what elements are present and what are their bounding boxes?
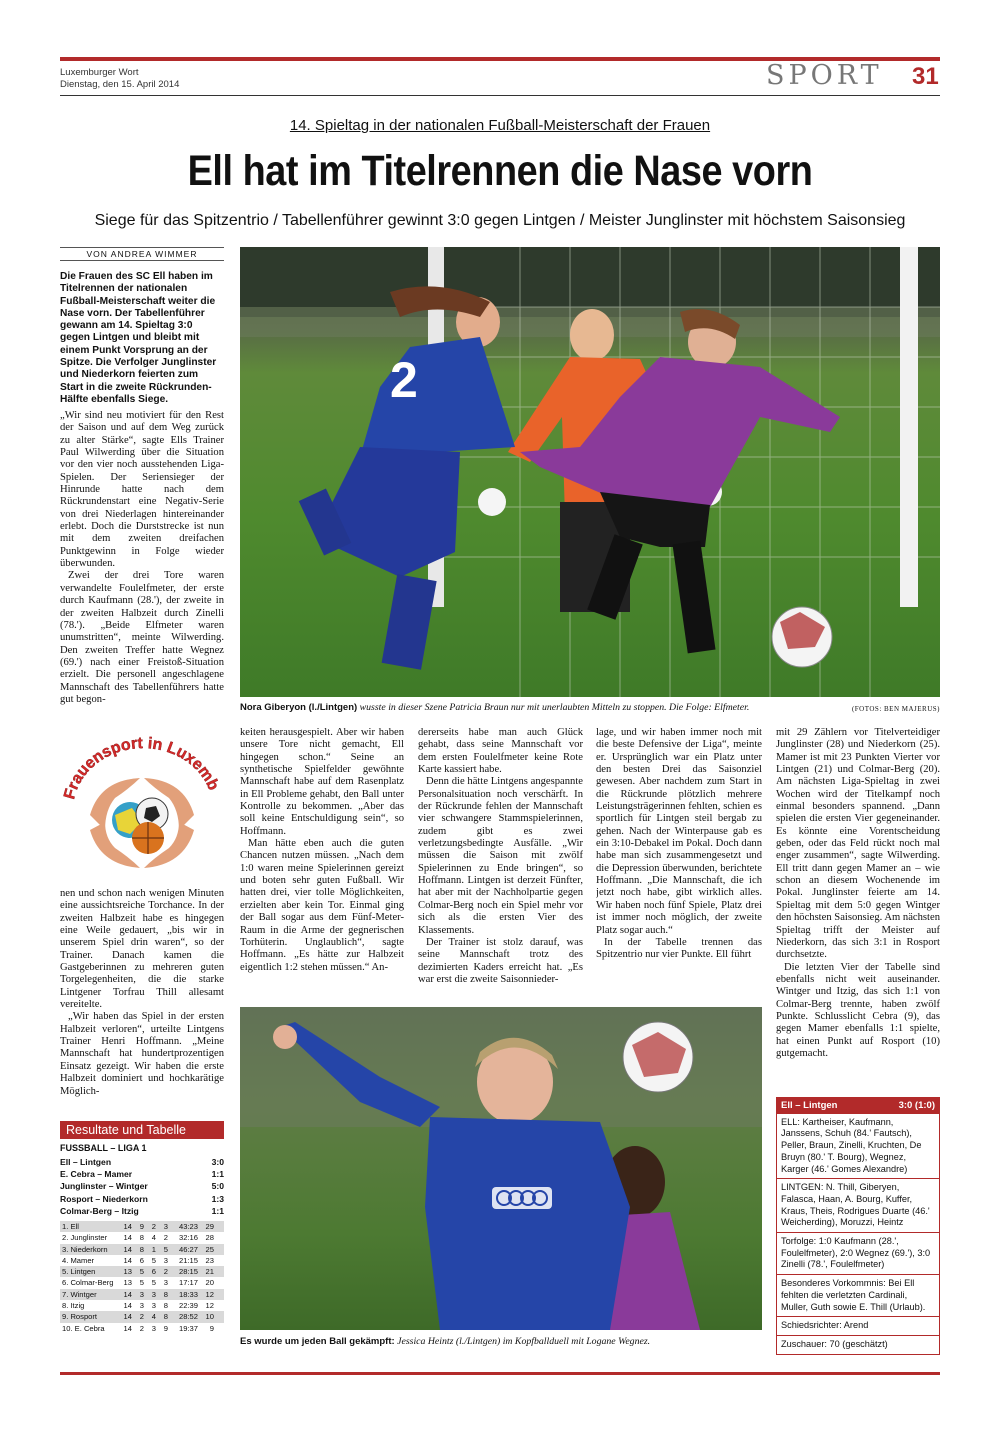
standings-cell: 13	[123, 1278, 132, 1288]
standings-cell: 3	[163, 1221, 168, 1231]
standings-cell: 1	[151, 1244, 156, 1254]
standings-cell: 3	[163, 1255, 168, 1265]
standings-cell: 4	[151, 1312, 156, 1322]
header-divider	[60, 95, 940, 96]
standings-cell: 21	[205, 1267, 214, 1277]
standings-cell: 6. Colmar-Berg	[62, 1278, 114, 1288]
standings-row	[60, 1289, 224, 1300]
standings-row	[60, 1232, 224, 1243]
match-photo-penalty	[240, 247, 940, 697]
goals: Torfolge: 1:0 Kaufmann (28.', Foulelfmeter), 2:0 Wegnez (69.'), 3:0 Zinelli (78.', Foulelfmeter)	[777, 1233, 939, 1275]
standings-row	[60, 1266, 224, 1277]
referee: Schiedsrichter: Arend	[777, 1317, 939, 1336]
lineup-ell: ELL: Kartheiser, Kaufmann, Janssens, Schuh (84.' Fautsch), Peller, Braun, Zinelli, Kruchten, De Bruyn (80.' T. Bourg), Wegnez, Karger (46.' Gomes Alexandre)	[777, 1114, 939, 1180]
logo-graphic	[60, 730, 224, 880]
standings-cell: 8. Itzig	[62, 1301, 85, 1311]
standings-cell: 3	[163, 1278, 168, 1288]
standings-cell: 3	[139, 1289, 144, 1299]
standings-cell: 3	[151, 1323, 156, 1333]
standings-cell: 13	[123, 1267, 132, 1277]
paragraph: Man hätte eben auch die guten Chancen nutzen müssen. „Nach dem 1:0 waren meine Spielerinnen gereizt und boten sehr guten Fußball. Wir hatten drei, vier tolle Möglichkeiten, erzielten aber kein Tor. Einmal ging der Ball sogar aus dem Fünf-Meter-Raum in die Arme der gegnerischen Torhüterin. Unglaublich“, sagte Hoffmann. „Es hätte zur Halbzeit eigentlich 1:2 stehen müssen.“ An-	[240, 838, 404, 973]
bottom-rule	[60, 1372, 940, 1375]
standings-cell: 12	[205, 1301, 214, 1311]
paragraph: Die letzten Vier der Tabelle sind ebenfalls nicht weit auseinander. Wintger und Itzig, das sich 1:1 von Colmar-Berg trennte, haben zwölf Punkte. Schlusslicht Cebra (9), das gegen Mamer ebenfalls 1:1 spielte, hat einen Punkt auf Rosport (10) gutgemacht.	[776, 961, 940, 1059]
caption-lead: Es wurde um jeden Ball gekämpft:	[240, 1336, 395, 1347]
standings-cell: 14	[123, 1244, 132, 1254]
standings-row	[60, 1300, 224, 1311]
match-result: E. Cebra – Mamer 1:1	[60, 1169, 224, 1180]
photo-illustration	[240, 1007, 762, 1330]
column-5	[776, 727, 940, 1083]
standings-row	[60, 1244, 224, 1255]
masthead	[60, 67, 179, 91]
match-title: Ell – Lintgen	[781, 1100, 838, 1111]
subheadline: Siege für das Spitzentrio / Tabellenführer gewinnt 3:0 gegen Lintgen / Meister Junglinster mit höchstem Saisonsieg	[94, 212, 906, 229]
standings-cell: 8	[163, 1289, 168, 1299]
league-name: FUSSBALL – LIGA 1	[60, 1143, 147, 1153]
standings-cell: 43:23	[178, 1221, 198, 1231]
standings-row	[60, 1323, 224, 1334]
standings-cell: 2. Junglinster	[62, 1233, 108, 1243]
byline: VON ANDREA WIMMER	[60, 247, 224, 261]
incidents: Besonderes Vorkommnis: Bei Ell fehlten die verletzten Cardinali, Muller, Guth sowie E. Thill (Urlaub).	[777, 1275, 939, 1317]
caption-lead: Nora Giberyon (l./Lintgen)	[240, 702, 358, 713]
standings-cell: 5. Lintgen	[62, 1267, 96, 1277]
match-info-header	[777, 1098, 939, 1114]
paragraph: lage, und wir haben immer noch mit die beste Defensive der Liga“, meinte er. Ursprünglich war ein Platz unter den besten Drei das Saisonziel gewesen. Aber nachdem zum Start in die Rückrunde plötzlich mehrere Leistungsträgerinnen fehlten, schien es sportlich für Lintgen steil bergab zu gehen. Nach der Winterpause gab es ein 3:10-Debakel im Pokal. Doch dann habe man sich zusammengesetzt und die Depression überwunden, berichtete Hoffmann. „Die Mannschaft, die ich jetzt noch habe, gibt wirklich alles. Wir haben noch fünf Spiele, Platz drei ist immer noch möglich, der zweite Platz sogar auch.“	[596, 727, 762, 936]
standings-cell: 5	[139, 1278, 144, 1288]
photo-2-caption	[240, 1336, 762, 1348]
standings-cell: 10	[205, 1312, 214, 1322]
standings-cell: 8	[139, 1244, 144, 1254]
match-result: Junglinster – Wintger 5:0	[60, 1181, 224, 1192]
svg-text:2: 2	[390, 352, 418, 408]
standings-cell: 2	[151, 1221, 156, 1231]
photo-credit: (FOTOS: BEN MAJERUS)	[851, 705, 940, 713]
standings-cell: 8	[163, 1301, 168, 1311]
standings-cell: 2	[139, 1323, 144, 1333]
lineup-lintgen: LINTGEN: N. Thill, Giberyen, Falasca, Haan, A. Bourg, Kuffer, Kraus, Theis, Rodrigues Duarte (46.' Weicherding), Moruzzi, Heintz	[777, 1179, 939, 1233]
standings-cell: 25	[205, 1244, 214, 1254]
photo-illustration	[240, 247, 940, 697]
standings-row	[60, 1311, 224, 1322]
caption-text: Jessica Heintz (l./Lintgen) im Kopfballduell mit Logane Wegnez.	[394, 1336, 651, 1347]
logo-text: Frauensport in Luxemb	[61, 735, 222, 802]
paragraph: „Wir haben das Spiel in der ersten Halbzeit verloren“, urteilte Lintgens Trainer Henri Hoffmann. „Meine Mannschaft hat hundertprozentigen Einsatz gezeigt. Wir haben die erste Halbzeit dominiert und hochkarätige Möglich-	[60, 1011, 224, 1097]
frauensport-logo	[60, 730, 224, 880]
match-result: Ell – Lintgen 3:0	[60, 1157, 224, 1167]
issue-date: Dienstag, den 15. April 2014	[60, 79, 180, 90]
standings-cell: 3. Niederkorn	[62, 1244, 108, 1254]
paragraph: Der Trainer ist stolz darauf, was seine Mannschaft trotz des dezimierten Kaders erreicht hat. „Es war erst die zweite Saisonnieder-	[418, 936, 583, 985]
standings-cell: 3	[151, 1289, 156, 1299]
standings-cell: 9	[163, 1323, 168, 1333]
section-name: SPORT	[766, 60, 883, 91]
standings-cell: 19:37	[178, 1323, 198, 1333]
standings-cell: 18:33	[178, 1289, 198, 1299]
standings-cell: 14	[123, 1323, 132, 1333]
standings-cell: 9	[209, 1323, 214, 1333]
standings-cell: 6	[139, 1255, 144, 1265]
standings-cell: 14	[123, 1255, 132, 1265]
standings-cell: 3	[151, 1301, 156, 1311]
standings-row	[60, 1277, 224, 1288]
paragraph: nen und schon nach wenigen Minuten eine aussichtsreiche Torchance. In der zweiten Halbzeit habe es hingegen eine Weile gedauert, „bis wir in unserem Spiel drin waren“, so der Trainer. Danach kamen die Gastgeberinnen zu mehreren guten Torgelegenheiten, die die starke Lintgener Torfrau Thill allesamt vereitelte.	[60, 888, 224, 1011]
standings-cell: 9. Rosport	[62, 1312, 98, 1322]
standings-cell: 14	[123, 1233, 132, 1243]
standings-cell: 14	[123, 1221, 132, 1231]
column-2	[240, 727, 404, 1002]
standings-cell: 8	[139, 1233, 144, 1243]
standings-cell: 5	[163, 1244, 168, 1254]
paragraph: In der Tabelle trennen das Spitzentrio nur vier Punkte. Ell führt	[596, 936, 762, 961]
column-1-bottom	[60, 888, 224, 1113]
match-info-box	[776, 1097, 940, 1355]
standings-cell: 2	[163, 1233, 168, 1243]
attendance: Zuschauer: 70 (geschätzt)	[781, 1338, 888, 1349]
column-4	[596, 727, 762, 1002]
standings-cell: 3	[139, 1301, 144, 1311]
standings-cell: 1. Ell	[62, 1221, 79, 1231]
paragraph: dererseits habe man auch Glück gehabt, dass seine Mannschaft vor dem ersten Foulelfmeter keine Rote Karte kassiert habe.	[418, 727, 583, 776]
standings-cell: 12	[205, 1289, 214, 1299]
standings-cell: 17:17	[178, 1278, 198, 1288]
standings-cell: 23	[205, 1255, 214, 1265]
standings-cell: 4	[151, 1233, 156, 1243]
paragraph: „Wir sind neu motiviert für den Rest der Saison und auf dem Weg zurück zu alter Stärke“, sagte Ells Trainer Paul Wilwerding über die Situation vor den vier noch ausstehenden Liga-Spielen. Der Seriensieger der Hinrunde hatte nach dem Rückrundenstart eine Negativ-Serie von drei Niederlagen hintereinander erlebt. Doch die Durststrecke ist nun mit dem zweiten dreifachen Punktgewinn in Folge wieder überwunden.	[60, 410, 224, 570]
standings-cell: 14	[123, 1301, 132, 1311]
standings-cell: 7. Wintger	[62, 1289, 97, 1299]
standings-cell: 2	[139, 1312, 144, 1322]
standings-cell: 8	[163, 1312, 168, 1322]
results-title: Resultate und Tabelle	[60, 1121, 224, 1139]
standings-cell: 6	[151, 1267, 156, 1277]
standings-cell: 14	[123, 1289, 132, 1299]
standings-cell: 22:39	[178, 1301, 198, 1311]
standings-row	[60, 1221, 224, 1232]
paragraph: keiten herausgespielt. Aber wir haben unsere Tore nicht gemacht, Ell hingegen schon.“ Seine an synthetische Spielfelder gewöhnte Mannschaft habe auf dem Rasenplatz in Ell Probleme gehabt, den Ball unter Kontrolle zu bekommen. „Aber das soll keine Entschuldigung sein“, so Hoffmann.	[240, 727, 404, 837]
standings-cell: 10. E. Cebra	[62, 1323, 105, 1333]
match-result: Rosport – Niederkorn 1:3	[60, 1193, 224, 1204]
paragraph: Denn die hätte Lintgens angespannte Personalsituation noch verschärft. In der Rückrunde fehlen der Mannschaft vier schwangere Stammspielerinnen, zudem gibt es zwei verletzungsbedingte Ausfälle. „Wir müssen die Saison mit zwölf Spielerinnen zu Ende bringen“, so Hoffmann. Lintgen ist derzeit Fünfter, hat aber mit der Nachholpartie gegen Colmar-Berg noch ein Spiel mehr vor sich als die ersten Vier des Klassements.	[418, 776, 583, 936]
standings-cell: 9	[139, 1221, 144, 1231]
publication-name: Luxemburger Wort	[60, 67, 139, 78]
lead-paragraph: Die Frauen des SC Ell haben im Titelrennen der nationalen Fußball-Meisterschaft weiter die Nase vorn. Der Tabellenführer gewann am 14. Spieltag 3:0 gegen Lintgen und bleibt mit einem Punkt Vorsprung an der Spitze. Die Verfolger Junglinster und Niederkorn feierten zum Start in die zweite Rückrunden-Hälfte ebenfalls Siege.	[60, 271, 217, 405]
standings-row	[60, 1255, 224, 1266]
standings-table	[60, 1221, 224, 1334]
paragraph: Zwei der drei Tore waren verwandelte Foulelfmeter, der erste durch Kaufmann (28.'), der zweite in der zweiten Halbzeit durch Zinelli (78.'). „Beide Elfmeter waren unumstritten“, meinte Wilwerding. Den zweiten Treffer hatte Wegnez (69.') nach einer Freistoß-Situation erzielt. Die personell angeschlagene Mannschaft des Tabellenführers hatte gut begon-	[60, 570, 224, 705]
standings-cell: 2	[163, 1267, 168, 1277]
standings-cell: 21:15	[178, 1255, 198, 1265]
caption-text: wusste in dieser Szene Patricia Braun nur mit unerlaubten Mitteln zu stoppen. Die Folge: Elfmeter.	[357, 702, 750, 713]
paragraph: mit 29 Zählern vor Titelverteidiger Junglinster (28) und Niederkorn (25). Mamer ist mit 23 Punkten Vierter vor Lintgen (21) und Colmar-Berg (20). Am nächsten Liga-Spieltag in zwei Wochen wird der Titelkampf noch einmal besonders spannend. „Dann spielen die ersten Vier gegeneinander. Es könnte eine Vorentscheidung geben, oder das Feld rückt noch mal enger zusammen“, sagte Wilwerding. Ell tritt dann gegen Mamer an – wie schon an diesem Wochenende im Pokal. Junglinster feierte am 14. Spieltag mit dem 5:0 gegen Wintger den höchsten Saisonsieg. Am nächsten Spieltag trifft der Meister auf Niederkorn, das sich 3:1 in Rosport durchsetzte.	[776, 727, 940, 961]
results-box	[60, 1121, 224, 1334]
standings-cell: 29	[205, 1221, 214, 1231]
match-photo-header-duel	[240, 1007, 762, 1330]
match-result: Colmar-Berg – Itzig 1:1	[60, 1205, 224, 1216]
column-1-top	[60, 410, 224, 715]
standings-cell: 5	[151, 1278, 156, 1288]
standings-cell: 28:15	[178, 1267, 198, 1277]
standings-cell: 20	[205, 1278, 214, 1288]
standings-cell: 32:16	[178, 1233, 198, 1243]
standings-cell: 28:52	[178, 1312, 198, 1322]
match-score: 3:0 (1:0)	[898, 1100, 935, 1111]
photo-1-caption	[240, 702, 940, 714]
kicker: 14. Spieltag in der nationalen Fußball-Meisterschaft der Frauen	[289, 117, 711, 134]
standings-cell: 14	[123, 1312, 132, 1322]
standings-cell: 4. Mamer	[62, 1255, 95, 1265]
svg-text:Frauensport in Luxemburg	[60, 730, 222, 801]
standings-cell: 5	[151, 1255, 156, 1265]
column-3	[418, 727, 583, 1002]
page-number: 31	[912, 63, 939, 90]
headline: Ell hat im Titelrennen die Nase vorn	[187, 147, 813, 195]
standings-cell: 46:27	[178, 1244, 198, 1254]
standings-cell: 5	[139, 1267, 144, 1277]
results-list	[60, 1143, 224, 1217]
standings-cell: 28	[205, 1233, 214, 1243]
